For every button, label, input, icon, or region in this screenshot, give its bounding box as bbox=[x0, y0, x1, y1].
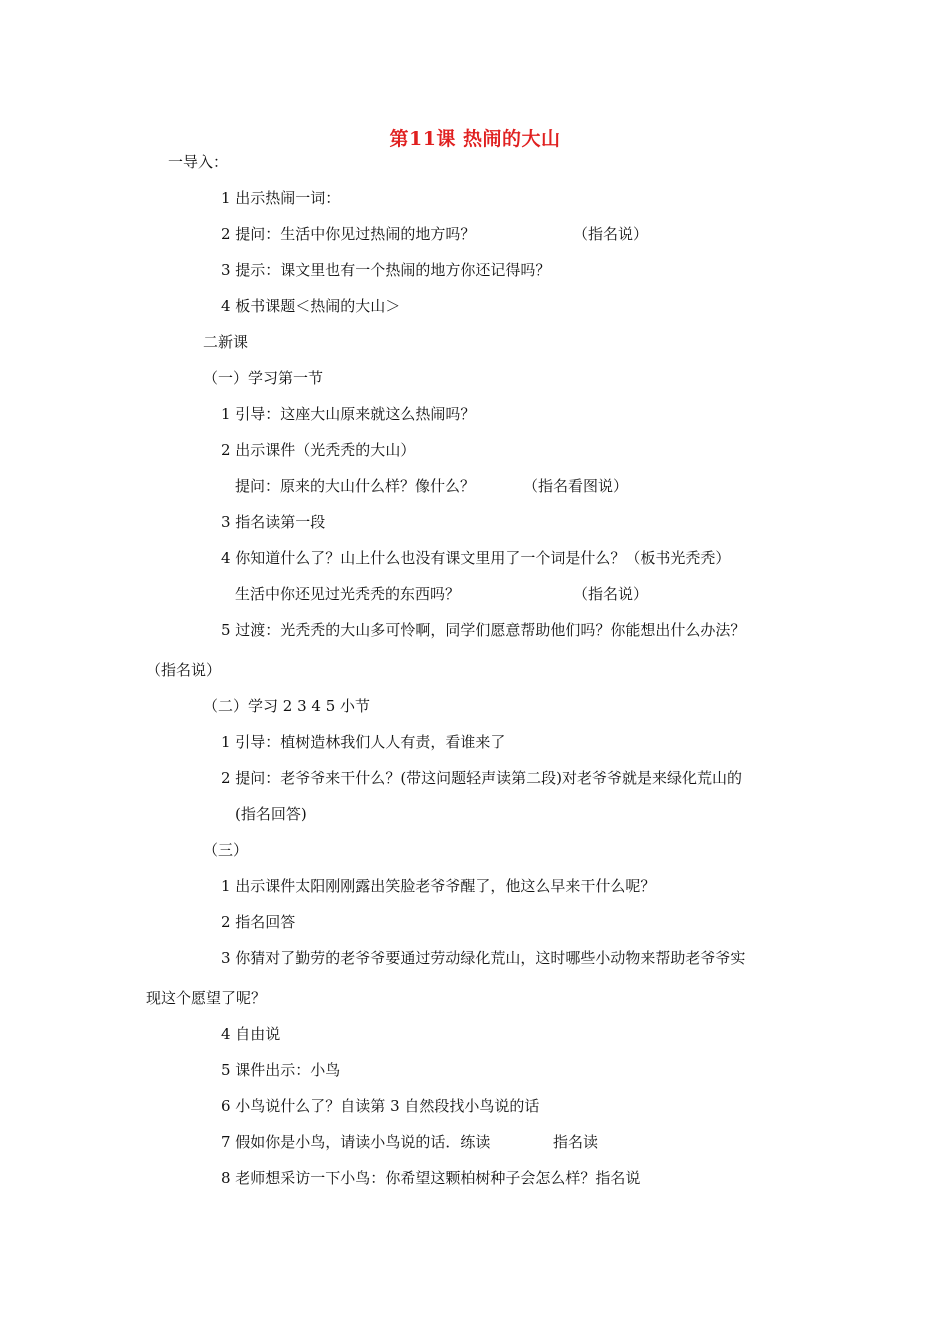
paragraph-line: 生活中你还见过光秃秃的东西吗？ bbox=[235, 585, 461, 603]
document-title: 第11课 热闹的大山 bbox=[389, 128, 561, 150]
paragraph-line: 1 引导：植树造林我们人人有责，看谁来了 bbox=[221, 733, 506, 751]
paragraph-line: 4 自由说 bbox=[221, 1025, 281, 1043]
paragraph-line: 2 提问：老爷爷来干什么？(带这问题轻声读第二段)对老爷爷就是来绿化荒山的 bbox=[221, 769, 743, 787]
paragraph-line: 1 出示热闹一词： bbox=[221, 189, 341, 207]
paragraph-line: 7 假如你是小鸟，请读小鸟说的话．练读 bbox=[221, 1133, 491, 1151]
subsection-heading: （一）学习第一节 bbox=[203, 369, 324, 387]
paragraph-line: 4 你知道什么了？山上什么也没有课文里用了一个词是什么？（板书光秃秃） bbox=[221, 549, 731, 567]
paragraph-line: 3 提示：课文里也有一个热闹的地方你还记得吗？ bbox=[221, 261, 551, 279]
paragraph-note: （指名说） bbox=[146, 661, 222, 679]
paragraph-note: （指名说） bbox=[573, 225, 649, 243]
paragraph-line: 2 提问：生活中你见过热闹的地方吗？ bbox=[221, 225, 476, 243]
paragraph-note: （指名说） bbox=[573, 585, 649, 603]
paragraph-line: 提问：原来的大山什么样？像什么？ bbox=[235, 477, 476, 495]
paragraph-line: 3 指名读第一段 bbox=[221, 513, 326, 531]
paragraph-line: 1 引导：这座大山原来就这么热闹吗？ bbox=[221, 405, 476, 423]
paragraph-line: 6 小鸟说什么了？自读第 3 自然段找小鸟说的话 bbox=[221, 1097, 540, 1115]
subsection-heading: （三） bbox=[203, 841, 249, 859]
paragraph-line: 5 过渡：光秃秃的大山多可怜啊，同学们愿意帮助他们吗？你能想出什么办法？ bbox=[221, 621, 746, 639]
paragraph-line: 1 出示课件太阳刚刚露出笑脸老爷爷醒了，他这么早来干什么呢？ bbox=[221, 877, 656, 895]
subsection-heading: （二）学习 2 3 4 5 小节 bbox=[203, 697, 371, 715]
paragraph-line: 8 老师想采访一下小鸟：你希望这颗柏树种子会怎么样？指名说 bbox=[221, 1169, 641, 1187]
paragraph-line: 5 课件出示：小鸟 bbox=[221, 1061, 341, 1079]
paragraph-note: （指名看图说） bbox=[523, 477, 629, 495]
paragraph-line: 4 板书课题＜热闹的大山＞ bbox=[221, 297, 401, 315]
paragraph-line: 2 出示课件（光秃秃的大山） bbox=[221, 441, 416, 459]
section-heading-intro: 一导入： bbox=[168, 153, 229, 171]
paragraph-note: (指名回答) bbox=[235, 805, 307, 823]
section-heading-new-lesson: 二新课 bbox=[203, 333, 249, 351]
paragraph-line: 2 指名回答 bbox=[221, 913, 296, 931]
paragraph-note: 指名读 bbox=[553, 1133, 599, 1151]
paragraph-line: 现这个愿望了呢？ bbox=[146, 989, 267, 1007]
paragraph-line: 3 你猜对了勤劳的老爷爷要通过劳动绿化荒山，这时哪些小动物来帮助老爷爷实 bbox=[221, 949, 746, 967]
